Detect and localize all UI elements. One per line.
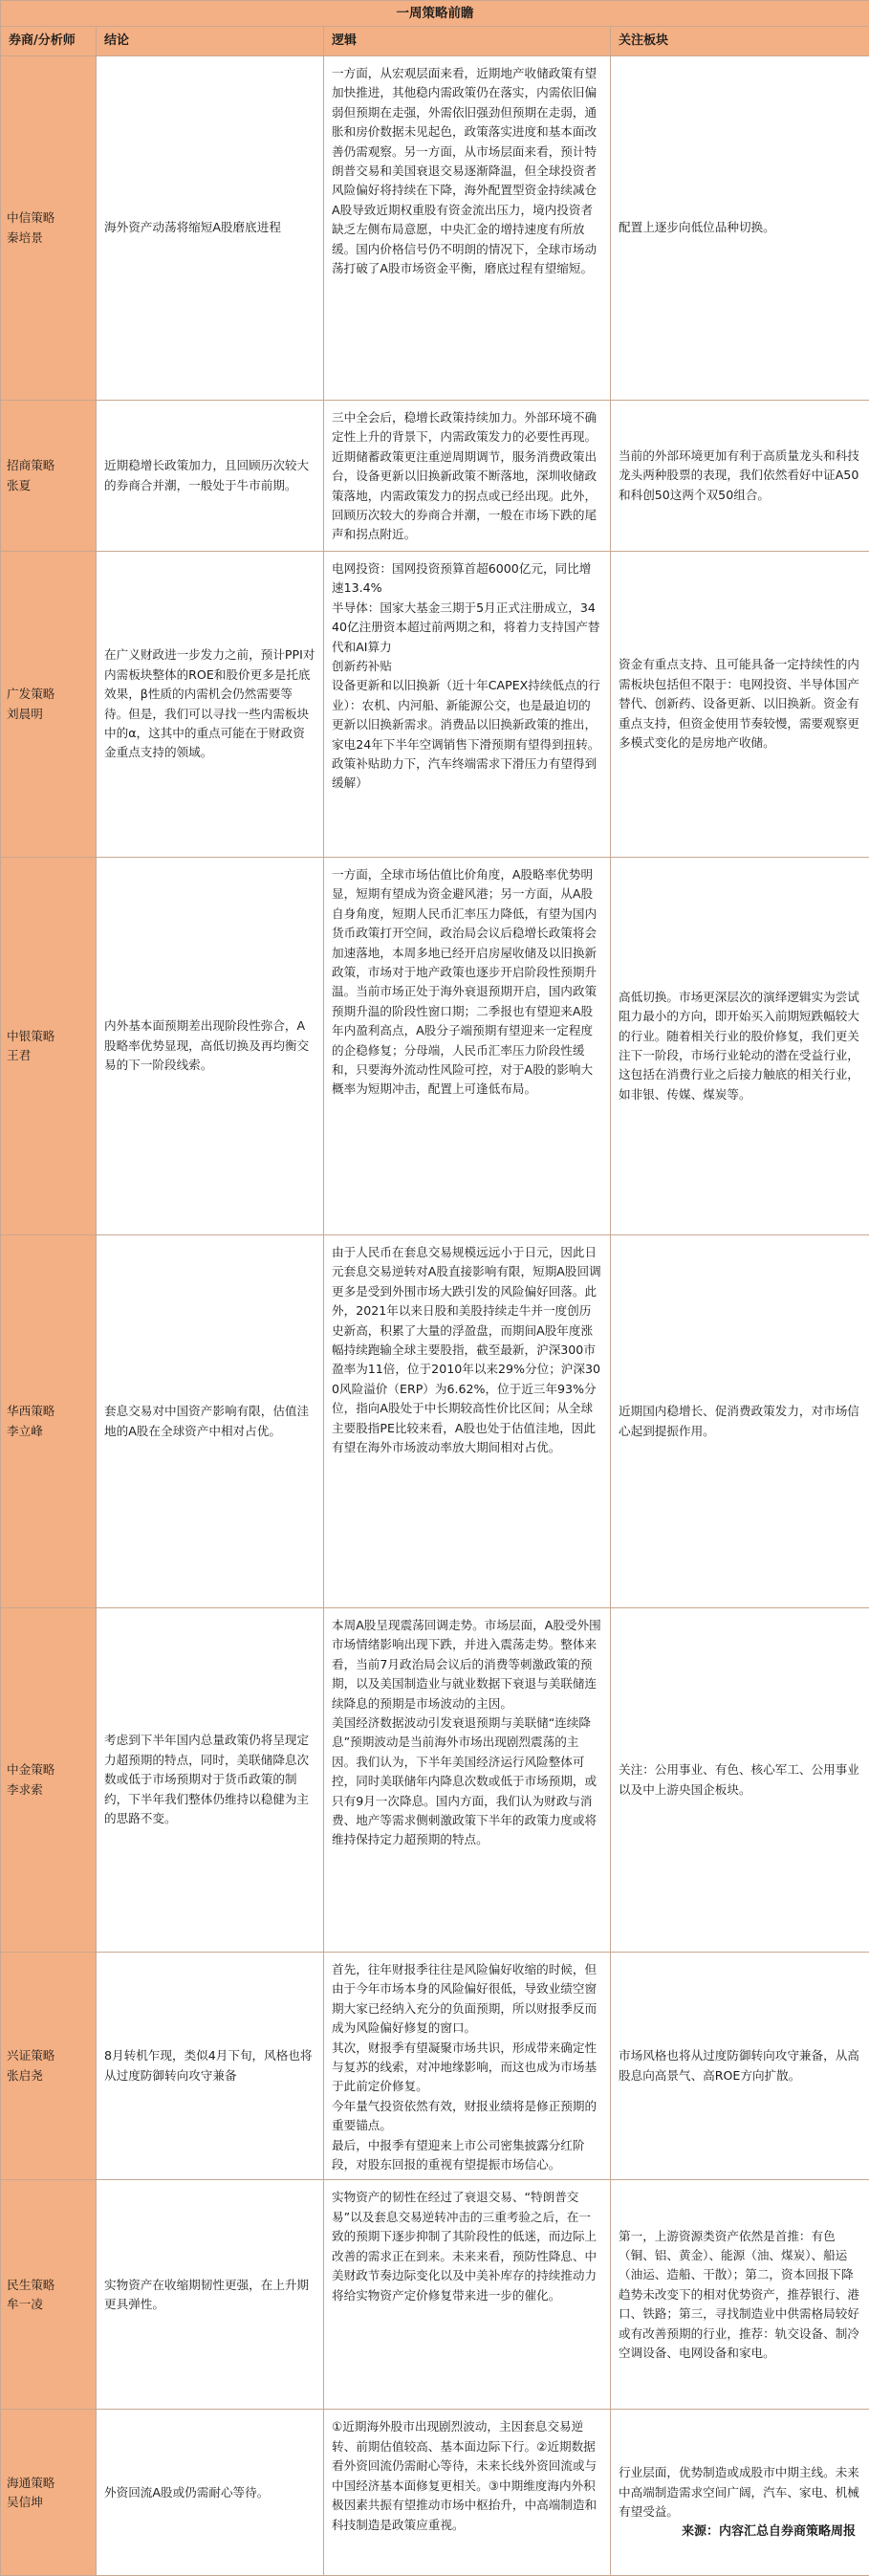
broker-name: 中金策略 <box>7 1760 88 1779</box>
header-logic: 逻辑 <box>324 27 611 56</box>
table-row <box>1 552 869 858</box>
broker-name: 中银策略 <box>7 1027 88 1046</box>
analyst-name: 秦培景 <box>7 229 88 248</box>
focus-cell: 资金有重点支持、且可能具备一定持续性的内需板块包括但不限于：电网投资、半导体国产替代、创新药、设备更新、以旧换新。资金有重点支持，但资金使用节奏较慢，需要观察更多模式变化的是房地产收储。 <box>611 552 869 858</box>
conclusion-cell: 外资回流A股或仍需耐心等待。 <box>97 2410 324 2576</box>
analyst-name: 张夏 <box>7 476 88 495</box>
conclusion-cell: 在广义财政进一步发力之前，预计PPI对内需板块整体的ROE和股价更多是托底效果，β性质的内需机会仍然需要等待。但是，我们可以寻找一些内需板块中的α，这其中的重点可能在于财政资金重点支持的领域。 <box>97 552 324 858</box>
analyst-name: 王君 <box>7 1046 88 1065</box>
conclusion-cell: 近期稳增长政策加力，且回顾历次较大的券商合并潮，一般处于牛市前期。 <box>97 401 324 552</box>
logic-cell: 三中全会后，稳增长政策持续加力。外部环境不确定性上升的背景下，内需政策发力的必要性再现。近期储蓄政策更注重逆周期调节，服务消费政策出台，设备更新以旧换新政策不断落地，深圳收储政策落地，内需政策发力的拐点或已经出现。此外，回顾历次较大的券商合并潮，一般在市场下跌的尾声和拐点附近。 <box>324 401 611 552</box>
table-row <box>1 2410 869 2576</box>
conclusion-cell: 考虑到下半年国内总量政策仍将呈现定力超预期的特点，同时，美联储降息次数或低于市场预期对于货币政策的制约，下半年我们整体仍维持以稳健为主的思路不变。 <box>97 1608 324 1953</box>
logic-cell: 实物资产的韧性在经过了衰退交易、“特朗普交易”以及套息交易逆转冲击的三重考验之后，在一致的预期下逐步抑制了其阶段性的低迷，而边际上改善的需求正在到来。未来来看，预防性降息、中美财政节奏边际变化以及中美补库存的持续推动力将给实物资产定价修复带来进一步的催化。 <box>324 2180 611 2410</box>
logic-cell: ①近期海外股市出现剧烈波动，主因套息交易逆转、前期估值较高、基本面边际下行。②近期数据看外资回流仍需耐心等待，未来长线外资回流或与中国经济基本面修复更相关。③中期维度海内外积极因素共振有望推动市场中枢抬升，中高端制造和科技制造是政策应重视。 <box>324 2410 611 2576</box>
header-conclusion: 结论 <box>97 27 324 56</box>
logic-cell: 本周A股呈现震荡回调走势。市场层面，A股受外围市场情绪影响出现下跌，并进入震荡走势。整体来看，当前7月政治局会议后的消费等刺激政策的预期，以及美国制造业与就业数据下衰退与美联储连续降息的预期是市场波动的主因。 美国经济数据波动引发衰退预期与美联储“连续降息”预期波动是当前海外市场出现剧烈震荡的主因。我们认为，下半年美国经济运行风险整体可控，同时美联储年内降息次数或低于市场预期，或只有9月一次降息。国内方面，我们认为财政与消费、地产等需求侧刺激政策下半年的政策力度或将维持保持定力超预期的特点。 <box>324 1608 611 1953</box>
table-row <box>1 1235 869 1608</box>
logic-cell: 一方面，从宏观层面来看，近期地产收储政策有望加快推进，其他稳内需政策仍在落实，内需依旧偏弱但预期在走强，外需依旧强劲但预期在走弱，通胀和房价数据未见起色，政策落实进度和基本面改善仍需观察。另一方面，从市场层面来看，预计特朗普交易和美国衰退交易逐渐降温，但全球投资者风险偏好将持续在下降，海外配置型资金持续减仓A股导致近期权重股有资金流出压力，境内投资者缺乏左侧布局意愿，中央汇金的增持速度有所放缓。国内价格信号仍不明朗的情况下，全球市场动荡打破了A股市场资金平衡，磨底过程有望缩短。 <box>324 56 611 401</box>
table-row <box>1 1608 869 1953</box>
analyst-name: 李求索 <box>7 1780 88 1800</box>
focus-cell: 关注：公用事业、有色、核心军工、公用事业以及中上游央国企板块。 <box>611 1608 869 1953</box>
strategy-table-body <box>1 1 869 2576</box>
focus-cell: 第一，上游资源类资产依然是首推：有色（铜、铝、黄金）、能源（油、煤炭）、船运（油运、造船、干散）；第二，资本回报下降趋势未改变下的相对优势资产，推荐银行、港口、铁路；第三，寻找制造业中供需格局较好或有改善预期的行业，推荐：轨交设备、制冷空调设备、电网设备和家电。 <box>611 2180 869 2410</box>
logic-cell: 电网投资：国网投资预算首超6000亿元，同比增速13.4% 半导体：国家大基金三期于5月正式注册成立，3440亿注册资本超过前两期之和，将着力支持国产替代和AI算力 创新药补贴 设备更新和以旧换新（近十年CAPEX持续低点的行业）：农机、内河船、新能源公交，也是最迫切的更新以旧换新需求。消费品以旧换新政策的推出，家电24年下半年空调销售下滑预期有望得到扭转。政策补贴助力下，汽车终端需求下滑压力有望得到缓解） <box>324 552 611 858</box>
table-row <box>1 56 869 401</box>
broker-name: 民生策略 <box>7 2276 88 2295</box>
conclusion-cell: 套息交易对中国资产影响有限，估值洼地的A股在全球资产中相对占优。 <box>97 1235 324 1608</box>
table-header-row <box>1 27 869 56</box>
broker-analyst-cell <box>1 401 97 552</box>
table-title: 一周策略前瞻 <box>1 1 869 27</box>
focus-cell: 高低切换。市场更深层次的演绎逻辑实为尝试阻力最小的方向，即开始买入前期短跌幅较大的行业。随着相关行业的股价修复，我们更关注下一阶段，市场行业轮动的潜在受益行业，这包括在消费行业之后接力触底的相关行业，如非银、传媒、煤炭等。 <box>611 858 869 1235</box>
focus-cell: 市场风格也将从过度防御转向攻守兼备，从高股息向高景气、高ROE方向扩散。 <box>611 1953 869 2180</box>
table-title-row <box>1 1 869 27</box>
broker-name: 中信策略 <box>7 208 88 228</box>
conclusion-cell: 内外基本面预期差出现阶段性弥合，A股略率优势显现，高低切换及再均衡交易的下一阶段线索。 <box>97 858 324 1235</box>
header-focus: 关注板块 <box>611 27 869 56</box>
broker-analyst-cell <box>1 1235 97 1608</box>
logic-cell: 由于人民币在套息交易规模远远小于日元，因此日元套息交易逆转对A股直接影响有限，短期A股回调更多是受到外围市场大跌引发的风险偏好回落。此外，2021年以来日股和美股持续走牛并一度创历史新高，积累了大量的浮盈盘，而期间A股年度涨幅持续跑输全球主要股指，截至最新，沪深300市盈率为11倍，位于2010年以来29%分位；沪深300风险溢价（ERP）为6.62%，位于近三年93%分位，指向A股处于中长期较高性价比区间；从全球主要股指PE比较来看，A股也处于估值洼地，因此有望在海外市场波动率放大期间相对占优。 <box>324 1235 611 1608</box>
analyst-name: 刘晨明 <box>7 705 88 724</box>
broker-name: 海通策略 <box>7 2474 88 2493</box>
broker-name: 兴证策略 <box>7 2046 88 2065</box>
analyst-name: 张启尧 <box>7 2066 88 2085</box>
analyst-name: 牟一凌 <box>7 2295 88 2314</box>
focus-cell: 当前的外部环境更加有利于高质量龙头和科技龙头两种股票的表现，我们依然看好中证A50和科创50这两个双50组合。 <box>611 401 869 552</box>
broker-analyst-cell <box>1 858 97 1235</box>
table-row <box>1 1953 869 2180</box>
table-row <box>1 2180 869 2410</box>
focus-cell: 配置上逐步向低位品种切换。 <box>611 56 869 401</box>
focus-cell: 行业层面，优势制造或成股市中期主线。未来中高端制造需求空间广阔，汽车、家电、机械有望受益。 <box>611 2410 869 2576</box>
broker-analyst-cell <box>1 1953 97 2180</box>
logic-cell: 一方面，全球市场估值比价角度，A股略率优势明显，短期有望成为资金避风港；另一方面，从A股自身角度，短期人民币汇率压力降低，有望为国内货币政策打开空间，政治局会议后稳增长政策将会加速落地，本周多地已经开启房屋收储及以旧换新政策，市场对于地产政策也逐步开启阶段性预期升温。当前市场正处于海外衰退预期开启，国内政策预期升温的阶段性窗口期；二季报也有望迎来A股年内盈利高点，A股分子端预期有望迎来一定程度的企稳修复；分母端，人民币汇率压力阶段性缓和，只要海外流动性风险可控，对于A股的影响大概率为短期冲击，配置上可逢低布局。 <box>324 858 611 1235</box>
analyst-name: 李立峰 <box>7 1422 88 1441</box>
header-broker: 券商/分析师 <box>1 27 97 56</box>
broker-analyst-cell <box>1 552 97 858</box>
broker-analyst-cell <box>1 2180 97 2410</box>
broker-name: 招商策略 <box>7 456 88 475</box>
conclusion-cell: 实物资产在收缩期韧性更强，在上升期更具弹性。 <box>97 2180 324 2410</box>
focus-cell: 近期国内稳增长、促消费政策发力，对市场信心起到提振作用。 <box>611 1235 869 1608</box>
table-row <box>1 858 869 1235</box>
logic-cell: 首先，往年财报季往往是风险偏好收缩的时候，但由于今年市场本身的风险偏好很低，导致业绩空窗期大家已经纳入充分的负面预期，所以财报季反而成为风险偏好修复的窗口。 其次，财报季有望凝聚市场共识，形成带来确定性与复苏的线索，对冲地缘影响，而这也成为市场基于此前定价修复。 今年量气投资依然有效，财报业绩将是修正预期的重要锚点。 最后，中报季有望迎来上市公司密集披露分红阶段，对股东回报的重视有望提振市场信心。 <box>324 1953 611 2180</box>
broker-analyst-cell <box>1 56 97 401</box>
source-note: 来源：内容汇总自券商策略周报 <box>682 2521 856 2539</box>
broker-analyst-cell <box>1 2410 97 2576</box>
conclusion-cell: 8月转机乍现，类似4月下旬，风格也将从过度防御转向攻守兼备 <box>97 1953 324 2180</box>
broker-name: 广发策略 <box>7 685 88 704</box>
table-row <box>1 401 869 552</box>
analyst-name: 吴信坤 <box>7 2493 88 2512</box>
broker-analyst-cell <box>1 1608 97 1953</box>
broker-name: 华西策略 <box>7 1402 88 1421</box>
conclusion-cell: 海外资产动荡将缩短A股磨底进程 <box>97 56 324 401</box>
